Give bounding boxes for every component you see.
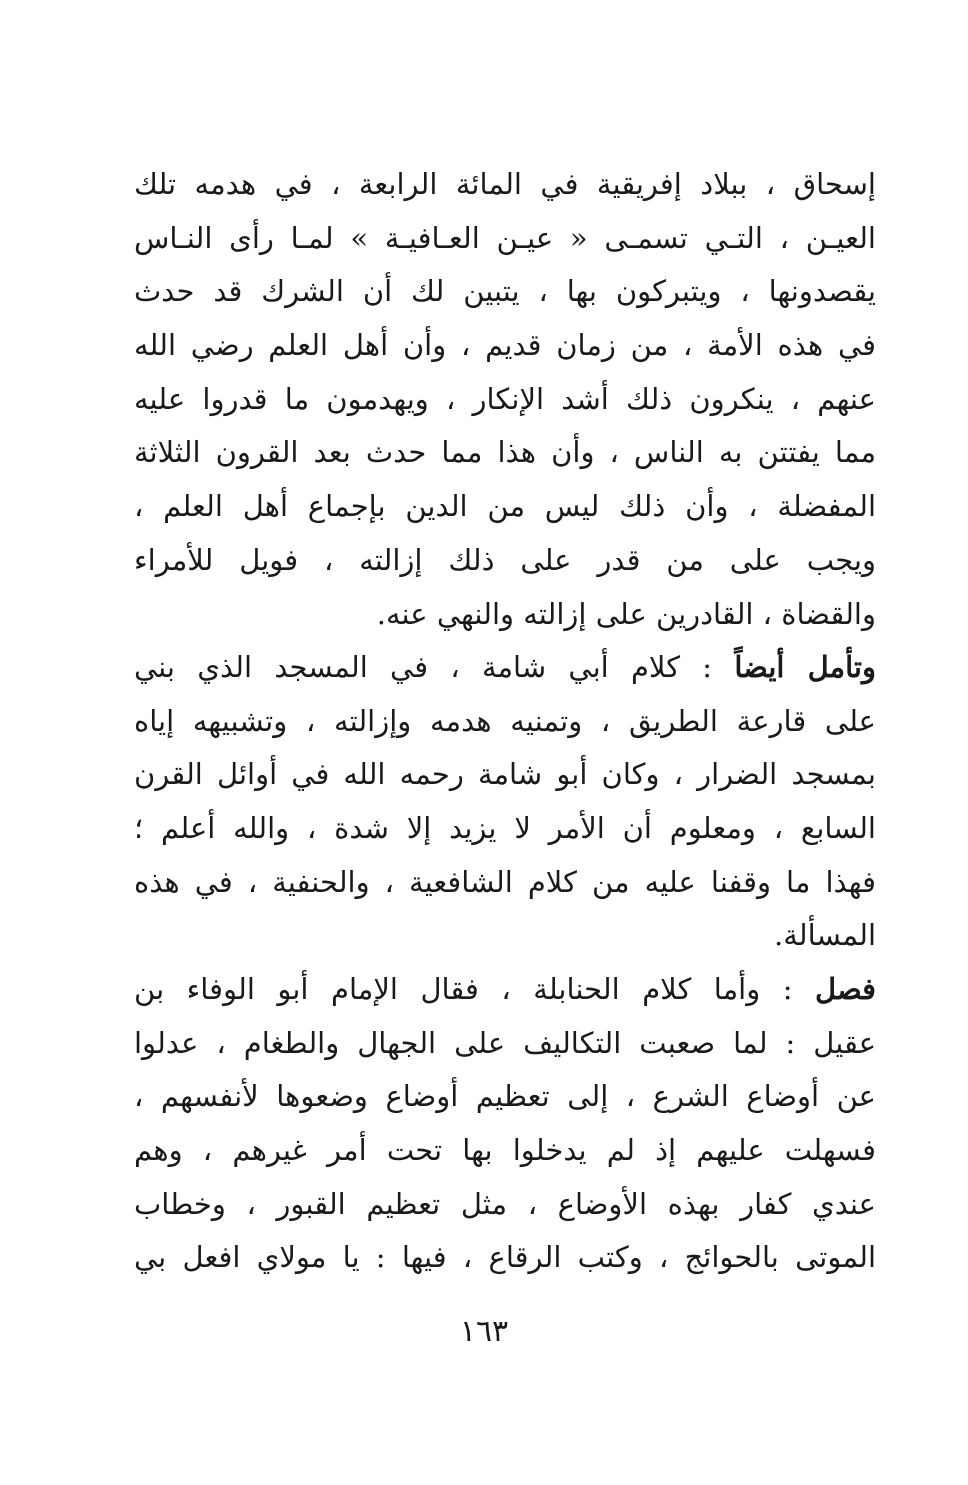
text-line: عقيل : لما صعبت التكاليف على الجهال والطغام ، عدلوا [134, 1025, 876, 1060]
text-line: في هذه الأمة ، من زمان قديم ، وأن أهل العلم رضي الله [134, 328, 876, 363]
text-line: العيـن ، التـي تسمـى « عيـن العـافيـة » لمـا رأى النـاس [134, 220, 876, 255]
text-line: على قارعة الطريق ، وتمنيه هدمه وإزالته ، وتشبيهه إياه [134, 703, 876, 738]
text-line: بمسجد الضرار ، وكان أبو شامة رحمه الله في أوائل القرن [134, 757, 876, 792]
text-line-rest: : كلام أبي شامة ، في المسجد الذي بني [134, 650, 735, 684]
paragraph-2 [134, 641, 876, 963]
text-line: ويجب على من قدر على ذلك إزالته ، فويل للأمراء [134, 542, 876, 577]
text-line: والقضاة ، القادرين على إزالته والنهي عنه. [376, 596, 876, 631]
text-line-with-lead [134, 641, 876, 695]
text-line-with-lead [134, 963, 876, 1017]
text-line: فهذا ما وقفنا عليه من كلام الشافعية ، والحنفية ، في هذه [134, 864, 876, 899]
text-line: عن أوضاع الشرع ، إلى تعظيم أوضاع وضعوها لأنفسهم ، [134, 1079, 876, 1114]
text-line: يقصدونها ، ويتبركون بها ، يتبين لك أن الشرك قد حدث [134, 274, 876, 309]
paragraph-3 [134, 963, 876, 1285]
paragraph-lead-heading: فصل [815, 972, 876, 1006]
text-line: المفضلة ، وأن ذلك ليس من الدين بإجماع أهل العلم ، [134, 489, 876, 524]
text-line-rest: : وأما كلام الحنابلة ، فقال الإمام أبو الوفاء بن [134, 972, 816, 1006]
paragraph-1 [134, 158, 876, 641]
text-line: المسألة. [774, 918, 876, 953]
paragraph-lead-heading: وتأمل أيضاً [734, 650, 876, 684]
text-line: عنهم ، ينكرون ذلك أشد الإنكار ، ويهدمون ما قدروا عليه [134, 381, 876, 416]
text-line: السابع ، ومعلوم أن الأمر لا يزيد إلا شدة ، والله أعلم ؛ [134, 811, 876, 846]
text-line: عندي كفار بهذه الأوضاع ، مثل تعظيم القبور ، وخطاب [134, 1186, 876, 1221]
text-line: مما يفتتن به الناس ، وأن هذا مما حدث بعد القرون الثلاثة [134, 435, 876, 470]
text-line: إسحاق ، ببلاد إفريقية في المائة الرابعة ، في هدمه تلك [134, 167, 876, 201]
text-line: الموتى بالحوائج ، وكتب الرقاع ، فيها : يا مولاي افعل بي [134, 1240, 876, 1275]
text-line: فسهلت عليهم إذ لم يدخلوا بها تحت أمر غيرهم ، وهم [134, 1133, 876, 1168]
page-number: ١٦٣ [459, 1314, 509, 1349]
